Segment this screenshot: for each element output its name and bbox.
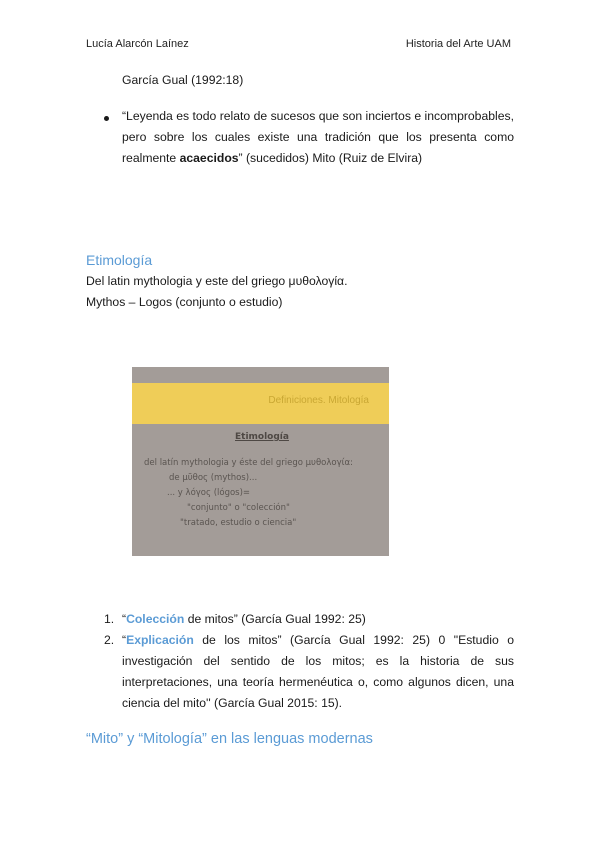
list-item-term: Colección bbox=[126, 612, 185, 626]
section-heading: “Mito” y “Mitología” en las lenguas modernas bbox=[86, 731, 373, 747]
list-item-open-quote: “ bbox=[122, 612, 127, 626]
list-item bbox=[122, 630, 514, 714]
list-item-text: de mitos” (García Gual 1992: 25) bbox=[184, 612, 366, 626]
slide-photo bbox=[132, 367, 389, 556]
list-item-open-quote: “ bbox=[122, 633, 127, 647]
list-item-number: 2. bbox=[104, 633, 115, 647]
list-item-text: de los mitos” (García Gual 1992: 25) 0 "Estudio o investigación del sentido de los mitos; es la historia de sus interpretaciones, una teoría hermenéutica o, como algunos dicen, una ciencia del mito'' (García Gual 2015: 15). bbox=[122, 633, 514, 710]
quote-text-start: “Leyenda es todo relato de sucesos que son inciertos e incomprobables, pero sobre los cuales existe una tradición que los presenta como realmente bbox=[122, 109, 514, 165]
quote-text-end: ” (sucedidos) Mito (Ruiz de Elvira) bbox=[238, 151, 423, 165]
header-author: Lucía Alarcón Laínez bbox=[86, 38, 189, 50]
etimologia-heading: Etimología bbox=[86, 252, 153, 268]
slide-line: "tratado, estudio o ciencia" bbox=[180, 518, 297, 528]
citation-line: García Gual (1992:18) bbox=[122, 73, 244, 87]
slide-title-band bbox=[132, 383, 389, 424]
header-course: Historia del Arte UAM bbox=[405, 38, 511, 50]
quote-paragraph bbox=[122, 106, 514, 169]
slide-line: del latín mythologia y éste del griego μυθολογία: bbox=[144, 458, 353, 468]
list-item-number: 1. bbox=[104, 612, 115, 626]
list-item-term: Explicación bbox=[126, 633, 194, 647]
slide-band-title: Definiciones. Mitología bbox=[268, 395, 369, 406]
slide-line: de μῦθος (mythos)... bbox=[169, 473, 258, 483]
etimologia-line-1: Del latin mythologia y este del griego μυθολογία. bbox=[86, 274, 348, 288]
etimologia-line-2: Mythos – Logos (conjunto o estudio) bbox=[86, 295, 283, 309]
slide-title: Etimología bbox=[235, 432, 289, 442]
slide-line: ... y λόγος (lógos)= bbox=[167, 488, 251, 498]
quote-bold-term: acaecidos bbox=[179, 151, 239, 165]
list-item bbox=[122, 609, 514, 630]
bullet-icon bbox=[104, 116, 109, 121]
slide-line: "conjunto" o "colección" bbox=[187, 503, 290, 513]
